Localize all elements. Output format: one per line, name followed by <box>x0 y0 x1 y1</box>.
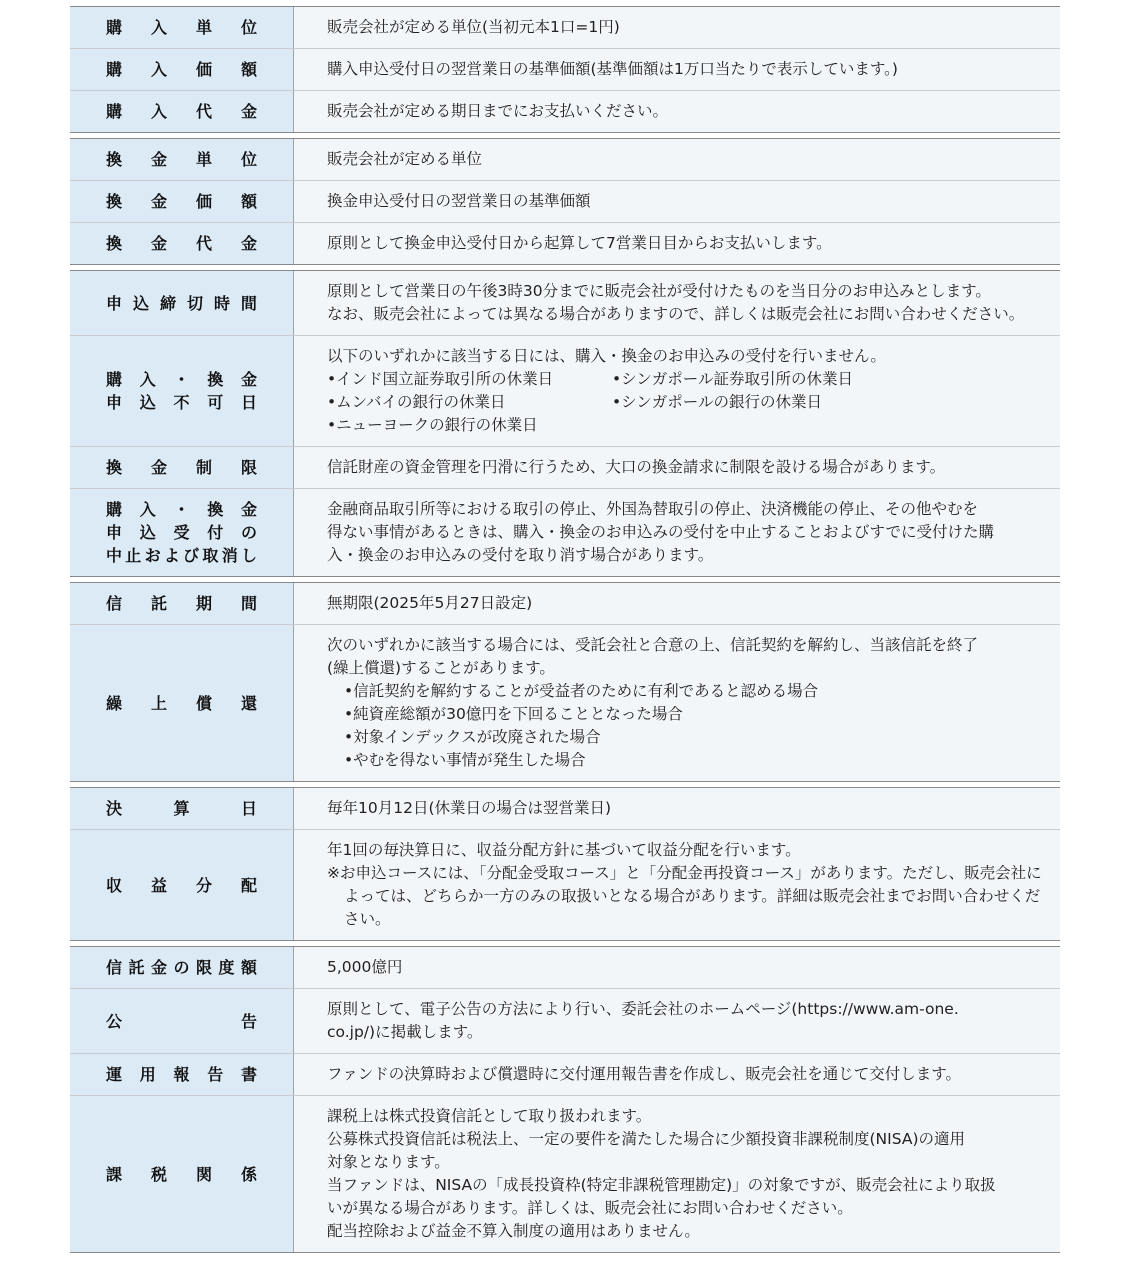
row-label-line <box>106 368 257 391</box>
content-line: (繰上償還)することがあります。 <box>327 659 555 677</box>
label-char: 日 <box>240 799 257 818</box>
table-group <box>70 6 1060 133</box>
label-char: 間 <box>240 293 257 313</box>
row-label-lines <box>106 292 257 315</box>
label-char: 課 <box>106 1164 123 1184</box>
row-label-lines <box>106 956 257 979</box>
label-char: よ <box>163 546 180 565</box>
label-char: 税 <box>150 1164 167 1184</box>
label-char: 告 <box>207 1065 224 1084</box>
content-line: 公募株式投資信託は税法上、一定の要件を満たした場合に少額投資非課税制度(NISA)の適用 <box>327 1130 965 1148</box>
content-line: 販売会社が定める期日までにお支払いください。 <box>327 102 669 120</box>
row-label <box>70 1096 294 1252</box>
row-label-lines <box>106 232 257 255</box>
label-char: 収 <box>106 875 123 895</box>
row-label <box>70 625 294 781</box>
row-label <box>70 583 294 624</box>
label-char: 単 <box>195 18 212 37</box>
label-char: 額 <box>240 60 257 79</box>
label-char: 代 <box>195 102 212 121</box>
label-char: 託 <box>150 594 167 613</box>
table-row <box>70 988 1060 1053</box>
label-char: 算 <box>173 799 190 818</box>
row-label-line <box>106 1163 257 1186</box>
row-label <box>70 49 294 90</box>
table-row <box>70 788 1060 829</box>
label-char: 還 <box>240 693 257 713</box>
content-line: 対象となります。 <box>327 1153 450 1171</box>
label-char: 締 <box>159 293 176 313</box>
row-label-line <box>106 391 257 414</box>
row-label <box>70 7 294 48</box>
row-label <box>70 1054 294 1095</box>
row-content <box>294 49 1060 90</box>
row-label-lines <box>106 797 257 820</box>
content-line: 無期限(2025年5月27日設定) <box>327 594 533 612</box>
row-content <box>294 625 1060 781</box>
table-group <box>70 787 1060 941</box>
table-row <box>70 583 1060 624</box>
table-row <box>70 335 1060 446</box>
label-char: 信 <box>106 958 123 977</box>
label-char: 限 <box>240 458 257 477</box>
content-line: 信託財産の資金管理を円滑に行うため、大口の換金請求に制限を設ける場合があります。 <box>327 458 946 476</box>
label-char: 込 <box>139 523 156 542</box>
content-line: 入・換金のお申込みの受付を取り消す場合があります。 <box>327 546 714 564</box>
row-label-line <box>106 16 257 39</box>
bullet-item: •シンガポール証券取引所の休業日 <box>612 370 853 388</box>
row-content <box>294 223 1060 264</box>
content-line: 当ファンドは、NISAの「成長投資枠(特定非課税管理勘定)」の対象ですが、販売会社により取扱 <box>327 1176 996 1194</box>
row-content <box>294 989 1060 1053</box>
label-char: 額 <box>240 192 257 211</box>
label-char: 金 <box>150 234 167 253</box>
bullet-item: •信託契約を解約することが受益者のために有利であると認める場合 <box>344 682 819 700</box>
label-char: 止 <box>125 546 142 565</box>
label-char: 換 <box>106 192 123 211</box>
content-line: 販売会社が定める単位 <box>327 150 483 168</box>
row-label-line <box>106 456 257 479</box>
content-line: 購入申込受付日の翌営業日の基準価額(基準価額は1万口当たりで表示しています。) <box>327 60 898 78</box>
label-char: 決 <box>106 799 123 818</box>
row-label-line <box>106 498 257 521</box>
label-char: 金 <box>240 370 257 389</box>
row-content <box>294 7 1060 48</box>
label-char: 申 <box>106 523 123 542</box>
bullet-pair <box>327 368 1046 391</box>
label-char: 配 <box>240 875 257 895</box>
label-char: 金 <box>240 500 257 519</box>
table-group <box>70 270 1060 577</box>
fund-terms-table <box>70 6 1060 1258</box>
label-char: 制 <box>195 458 212 477</box>
table-row <box>70 48 1060 90</box>
row-content <box>294 830 1060 940</box>
bullet-item: •シンガポールの銀行の休業日 <box>612 393 822 411</box>
row-label-line <box>106 592 257 615</box>
content-line: 原則として換金申込受付日から起算して7営業日目からお支払いします。 <box>327 234 832 252</box>
label-char: 入 <box>150 60 167 79</box>
content-line: 年1回の毎決算日に、収益分配方針に基づいて収益分配を行います。 <box>327 841 801 859</box>
content-line: 得ない事情があるときは、購入・換金のお申込みの受付を中止することおよびすでに受付けた購 <box>327 523 994 541</box>
label-char: 購 <box>106 18 123 37</box>
label-char: 間 <box>240 594 257 613</box>
bullet-item: •純資産総額が30億円を下回ることとなった場合 <box>344 705 683 723</box>
row-label-lines <box>106 190 257 213</box>
label-char: 公 <box>106 1011 123 1031</box>
label-char: 告 <box>240 1011 257 1031</box>
table-group <box>70 946 1060 1253</box>
label-char: 金 <box>150 192 167 211</box>
content-line: 毎年10月12日(休業日の場合は翌営業日) <box>327 799 612 817</box>
table-row <box>70 271 1060 335</box>
label-char: 運 <box>106 1065 123 1084</box>
row-label <box>70 947 294 988</box>
label-char: 金 <box>150 958 167 977</box>
table-row <box>70 446 1060 488</box>
row-label <box>70 830 294 940</box>
row-content <box>294 181 1060 222</box>
row-label-line <box>106 521 257 544</box>
label-char: 切 <box>186 293 203 313</box>
row-label-line <box>106 692 257 715</box>
row-label-lines <box>106 1063 257 1086</box>
row-label-lines <box>106 100 257 123</box>
table-row <box>70 139 1060 180</box>
row-label <box>70 139 294 180</box>
label-char: し <box>240 546 257 565</box>
label-char: 書 <box>240 1065 257 1084</box>
row-content <box>294 788 1060 829</box>
label-char: 日 <box>240 393 257 412</box>
row-label-line <box>106 544 257 567</box>
label-char: 換 <box>106 150 123 169</box>
bullet-pair <box>327 391 1046 414</box>
row-label-line <box>106 232 257 255</box>
row-label-line <box>106 797 257 820</box>
label-char: 係 <box>240 1164 257 1184</box>
row-label-line <box>106 1063 257 1086</box>
label-char: 不 <box>173 393 190 412</box>
label-char: 込 <box>132 293 149 313</box>
label-char: 申 <box>106 393 123 412</box>
label-char: 換 <box>207 500 224 519</box>
label-char: 代 <box>195 234 212 253</box>
row-label-lines <box>106 368 257 414</box>
label-char: 換 <box>106 234 123 253</box>
content-line: なお、販売会社によっては異なる場合がありますので、詳しくは販売会社にお問い合わせください。 <box>327 305 1025 323</box>
bullet-item: •対象インデックスが改廃された場合 <box>344 728 601 746</box>
label-char: 価 <box>195 60 212 79</box>
row-label-lines <box>106 148 257 171</box>
label-char: の <box>173 958 190 977</box>
row-content <box>294 139 1060 180</box>
bullet-item: •インド国立証券取引所の休業日 <box>327 370 554 388</box>
label-char: 購 <box>106 500 123 519</box>
row-label-lines <box>106 592 257 615</box>
content-line: いが異なる場合があります。詳しくは、販売会社にお問い合わせください。 <box>327 1199 853 1217</box>
content-line: co.jp/)に掲載します。 <box>327 1023 483 1041</box>
label-char: 報 <box>173 1065 190 1084</box>
label-char: び <box>183 546 200 565</box>
label-char: 託 <box>128 958 145 977</box>
row-label <box>70 788 294 829</box>
label-char: 金 <box>240 234 257 253</box>
row-label <box>70 181 294 222</box>
row-label-lines <box>106 498 257 567</box>
bullet-item: •ムンバイの銀行の休業日 <box>327 393 506 411</box>
label-char: 限 <box>195 958 212 977</box>
content-line: 金融商品取引所等における取引の停止、外国為替取引の停止、決済機能の停止、その他やむを <box>327 500 979 518</box>
row-label <box>70 91 294 132</box>
row-label <box>70 223 294 264</box>
label-char: 金 <box>240 102 257 121</box>
row-label-lines <box>106 692 257 715</box>
row-label-line <box>106 292 257 315</box>
row-label-lines <box>106 874 257 897</box>
label-char: 信 <box>106 594 123 613</box>
table-row <box>70 1095 1060 1252</box>
row-content <box>294 1054 1060 1095</box>
row-content <box>294 583 1060 624</box>
label-char: 入 <box>150 18 167 37</box>
label-char: 受 <box>173 523 190 542</box>
row-label-lines <box>106 16 257 39</box>
row-content <box>294 336 1060 446</box>
table-row <box>70 947 1060 988</box>
row-label <box>70 989 294 1053</box>
label-char: 関 <box>195 1164 212 1184</box>
row-label-lines <box>106 1010 257 1033</box>
label-char: 購 <box>106 370 123 389</box>
label-char: 金 <box>150 150 167 169</box>
label-char: 込 <box>139 393 156 412</box>
content-line: 原則として営業日の午後3時30分までに販売会社が受付けたものを当日分のお申込みとします。 <box>327 282 991 300</box>
content-line: 5,000億円 <box>327 958 403 976</box>
row-content <box>294 1096 1060 1252</box>
row-label-line <box>106 956 257 979</box>
table-group <box>70 582 1060 782</box>
label-char: の <box>240 523 257 542</box>
row-label <box>70 336 294 446</box>
label-char: 価 <box>195 192 212 211</box>
row-content <box>294 91 1060 132</box>
label-char: 期 <box>195 594 212 613</box>
content-line: 以下のいずれかに該当する日には、購入・換金のお申込みの受付を行いません。 <box>327 347 886 365</box>
table-row <box>70 488 1060 576</box>
label-char: 上 <box>150 693 167 713</box>
table-group <box>70 138 1060 265</box>
label-char: 可 <box>207 393 224 412</box>
label-char: 入 <box>139 500 156 519</box>
row-label-line <box>106 58 257 81</box>
label-char: 用 <box>139 1065 156 1084</box>
row-label <box>70 447 294 488</box>
label-char: 取 <box>202 546 219 565</box>
row-label <box>70 489 294 576</box>
row-content <box>294 447 1060 488</box>
label-char: ・ <box>173 500 190 519</box>
row-content <box>294 947 1060 988</box>
label-char: 購 <box>106 60 123 79</box>
label-char: 時 <box>213 293 230 313</box>
label-char: 度 <box>218 958 235 977</box>
table-row <box>70 180 1060 222</box>
content-line: 販売会社が定める単位(当初元本1口=1円) <box>327 18 620 36</box>
label-char: 換 <box>207 370 224 389</box>
note-text: ※お申込コースには、「分配金受取コース」と「分配金再投資コース」があります。ただし、販売会社によっては、どちらか一方のみの取扱いとなる場合があります。詳細は販売会社までお問い合わせください。 <box>327 864 1042 928</box>
table-row <box>70 624 1060 781</box>
content-line: 課税上は株式投資信託として取り扱われます。 <box>327 1107 652 1125</box>
label-char: 入 <box>150 102 167 121</box>
row-content <box>294 271 1060 335</box>
row-label-lines <box>106 456 257 479</box>
table-row <box>70 222 1060 264</box>
label-char: 益 <box>150 875 167 895</box>
label-char: 償 <box>195 693 212 713</box>
label-char: 単 <box>195 150 212 169</box>
row-content <box>294 489 1060 576</box>
label-char: 分 <box>195 875 212 895</box>
table-row <box>70 829 1060 940</box>
content-line: 次のいずれかに該当する場合には、受託会社と合意の上、信託契約を解約し、当該信託を終了 <box>327 636 979 654</box>
label-char: 申 <box>106 293 123 313</box>
label-char: 位 <box>240 18 257 37</box>
bullet-item: •やむを得ない事情が発生した場合 <box>344 751 586 769</box>
label-char: 額 <box>240 958 257 977</box>
label-char: 位 <box>240 150 257 169</box>
label-char: ・ <box>173 370 190 389</box>
table-row <box>70 7 1060 48</box>
label-char: お <box>144 546 161 565</box>
table-row <box>70 90 1060 132</box>
label-char: 換 <box>106 458 123 477</box>
content-line: 換金申込受付日の翌営業日の基準価額 <box>327 192 591 210</box>
label-char: 消 <box>221 546 238 565</box>
label-char: 中 <box>106 546 123 565</box>
row-label-lines <box>106 58 257 81</box>
content-line: ファンドの決算時および償還時に交付運用報告書を作成し、販売会社を通じて交付します。 <box>327 1065 961 1083</box>
label-char: 金 <box>150 458 167 477</box>
label-char: 購 <box>106 102 123 121</box>
row-label-line <box>106 148 257 171</box>
table-row <box>70 1053 1060 1095</box>
row-label-line <box>106 1010 257 1033</box>
row-label-lines <box>106 1163 257 1186</box>
row-label-line <box>106 190 257 213</box>
label-char: 付 <box>207 523 224 542</box>
row-label-line <box>106 874 257 897</box>
row-label-line <box>106 100 257 123</box>
content-line: 原則として、電子公告の方法により行い、委託会社のホームページ(https://www.am-one. <box>327 1000 959 1018</box>
label-char: 入 <box>139 370 156 389</box>
content-line: 配当控除および益金不算入制度の適用はありません。 <box>327 1222 700 1240</box>
label-char: 繰 <box>106 693 123 713</box>
row-label <box>70 271 294 335</box>
bullet-item: •ニューヨークの銀行の休業日 <box>327 416 538 434</box>
